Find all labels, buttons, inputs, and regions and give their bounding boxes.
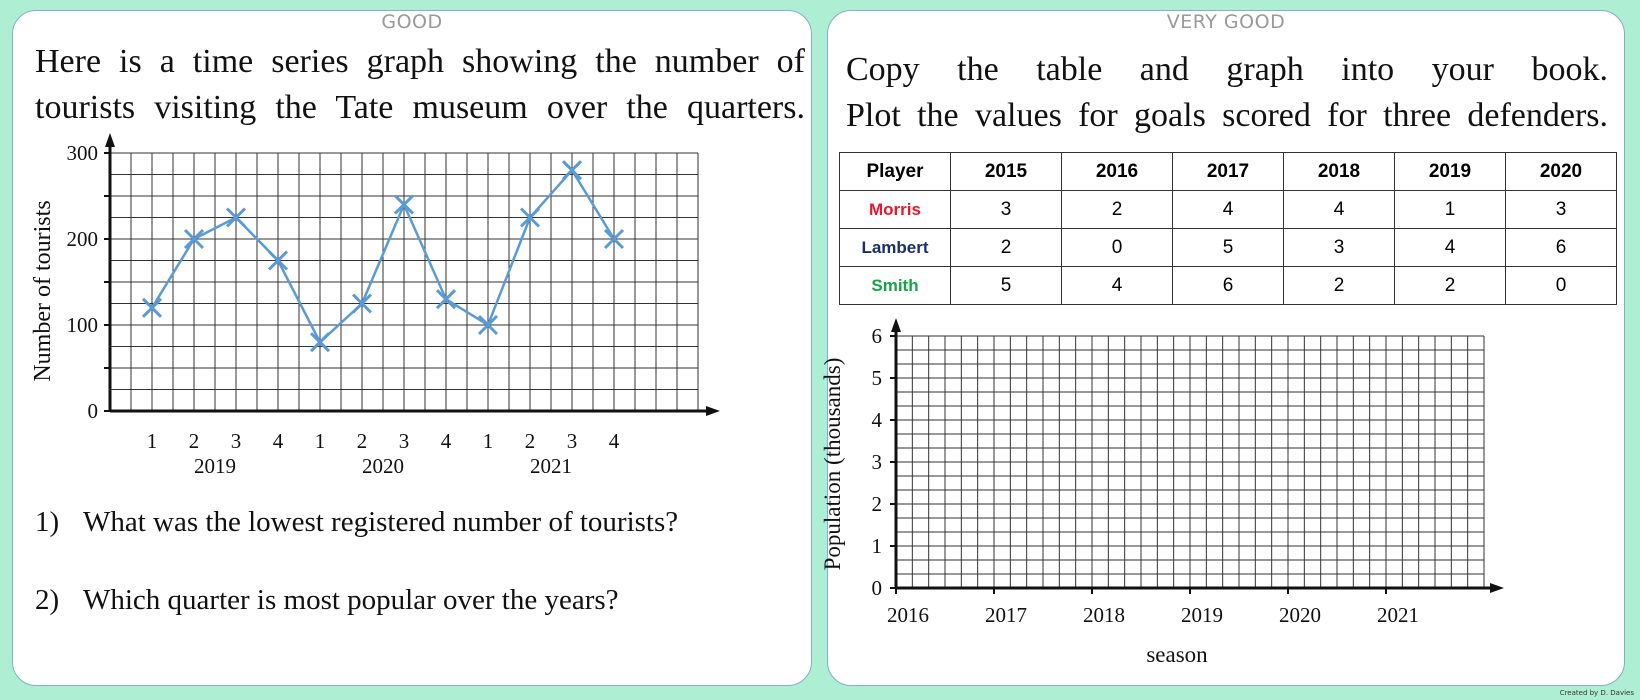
tourists-chart: [13, 121, 803, 481]
y-tick-label: 3: [871, 450, 882, 474]
x-tick-label: 3: [566, 429, 578, 453]
x-tick-label: 2020: [1279, 603, 1321, 627]
header-cell: 2020: [1506, 153, 1617, 191]
y-tick-labels: [872, 324, 897, 600]
table-row: [840, 191, 1617, 229]
x-tick-labels: [147, 429, 620, 453]
player-name-smith: Smith: [840, 267, 951, 305]
goals-cell: 0: [1506, 267, 1617, 305]
question-number: 1): [35, 506, 60, 538]
goals-cell: 1: [1395, 191, 1506, 229]
x-tick-label: 4: [608, 429, 620, 453]
left-panel: [12, 10, 812, 686]
goals-cell: 4: [1284, 191, 1395, 229]
year-label: 2020: [362, 454, 404, 478]
goals-cell: 3: [951, 191, 1062, 229]
header-cell: 2018: [1284, 153, 1395, 191]
y-tick-label: 0: [871, 576, 882, 600]
right-intro-text: [846, 47, 1608, 139]
x-tick-label: 1: [482, 429, 494, 453]
x-tick-label: 2019: [1181, 603, 1223, 627]
goals-cell: 6: [1173, 267, 1284, 305]
x-tick-label: 2017: [985, 603, 1027, 627]
x-tick-label: 1: [146, 429, 158, 453]
goals-cell: 4: [1062, 267, 1173, 305]
goals-table: [839, 152, 1617, 305]
chart-grid: [896, 336, 1484, 588]
y-axis-label: Number of tourists: [30, 200, 56, 382]
x-tick-label: 3: [230, 429, 242, 453]
goals-cell: 3: [1284, 229, 1395, 267]
panel-label-good: GOOD: [381, 11, 443, 33]
goals-cell: 0: [1062, 229, 1173, 267]
y-tick-label: 0: [87, 399, 98, 423]
goals-cell: 4: [1395, 229, 1506, 267]
population-chart: [820, 316, 1618, 676]
y-tick-label: 1: [871, 534, 882, 558]
y-axis-label: Population (thousands): [820, 357, 845, 571]
y-tick-label: 2: [871, 492, 882, 516]
y-tick-label: 4: [871, 408, 882, 432]
intro-line-1: Copy the table and graph into your book.: [846, 51, 1608, 88]
goals-cell: 3: [1506, 191, 1617, 229]
y-tick-label: 5: [871, 366, 882, 390]
goals-cell: 2: [951, 229, 1062, 267]
goals-cell: 2: [1062, 191, 1173, 229]
x-tick-label: 2: [524, 429, 536, 453]
left-intro-text: Here is a time series graph showing the number of tourists visiting the Tate museum over the quarters.: [35, 43, 805, 126]
question-number: 2): [35, 584, 60, 616]
x-tick-label: 4: [272, 429, 284, 453]
year-label: 2019: [194, 454, 236, 478]
x-tick-labels: [887, 588, 1419, 627]
goals-cell: 5: [951, 267, 1062, 305]
panel-label-very-good: VERY GOOD: [1166, 11, 1286, 33]
header-cell: 2019: [1395, 153, 1506, 191]
table-row: [840, 267, 1617, 305]
question-text: Which quarter is most popular over the years?: [83, 584, 619, 616]
y-tick-label: 300: [66, 141, 98, 165]
chart-axes: [891, 318, 1504, 593]
header-cell: 2017: [1173, 153, 1284, 191]
x-tick-label: 2016: [887, 603, 929, 627]
x-tick-label: 2021: [1377, 603, 1419, 627]
goals-cell: 4: [1173, 191, 1284, 229]
question-text: What was the lowest registered number of tourists?: [83, 506, 679, 538]
y-tick-label: 6: [871, 324, 882, 348]
x-axis-label: season: [1146, 642, 1208, 667]
y-tick-label: 200: [66, 227, 98, 251]
x-tick-label: 2018: [1083, 603, 1125, 627]
question-2: [35, 584, 619, 617]
chart-axes: [105, 133, 720, 416]
right-panel: [820, 10, 1625, 686]
y-tick-labels: [67, 141, 111, 423]
goals-cell: 2: [1284, 267, 1395, 305]
y-tick-label: 100: [66, 313, 98, 337]
x-tick-label: 3: [398, 429, 410, 453]
year-labels: [194, 454, 572, 478]
goals-cell: 2: [1395, 267, 1506, 305]
year-label: 2021: [530, 454, 572, 478]
question-1: [35, 506, 678, 539]
x-tick-label: 2: [188, 429, 200, 453]
chart-grid: [110, 153, 698, 411]
x-tick-label: 4: [440, 429, 452, 453]
x-tick-label: 1: [314, 429, 326, 453]
header-cell: 2015: [951, 153, 1062, 191]
goals-cell: 6: [1506, 229, 1617, 267]
table-header-row: [840, 153, 1617, 191]
intro-line-2: Plot the values for goals scored for three defenders.: [846, 97, 1608, 134]
player-name-lambert: Lambert: [840, 229, 951, 267]
header-cell: Player: [840, 153, 951, 191]
goals-cell: 5: [1173, 229, 1284, 267]
table-row: [840, 229, 1617, 267]
header-cell: 2016: [1062, 153, 1173, 191]
credit-text: Created by D. Davies: [1559, 689, 1634, 697]
player-name-morris: Morris: [840, 191, 951, 229]
x-tick-label: 2: [356, 429, 368, 453]
